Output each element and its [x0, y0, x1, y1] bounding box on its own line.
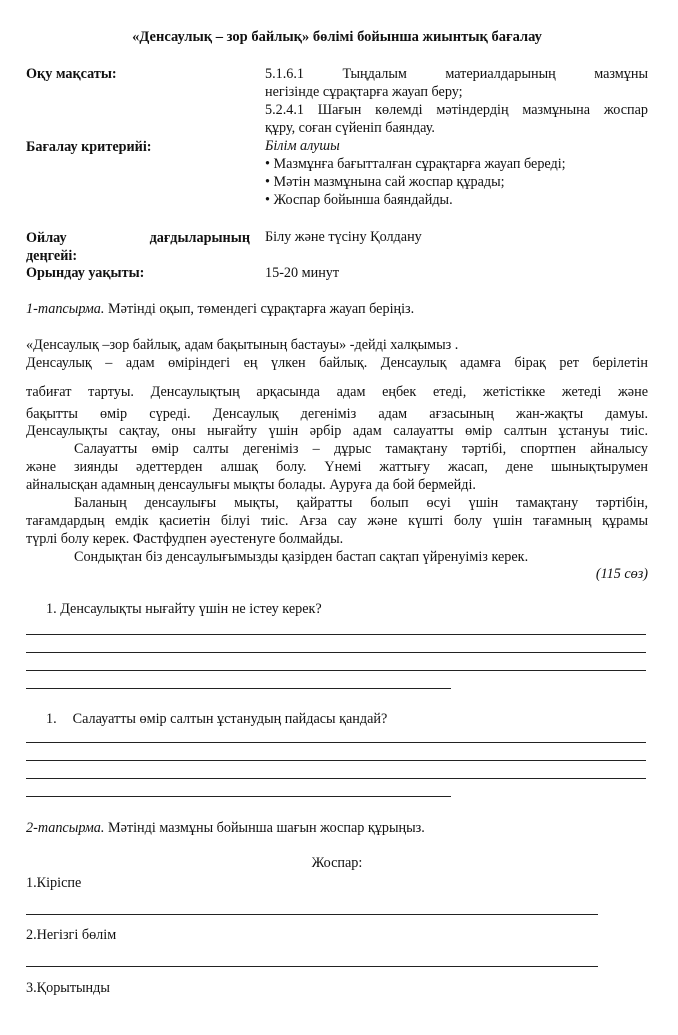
answer-line[interactable]	[26, 688, 451, 689]
text-line: табиғат тартуы. Денсаулықтың арқасында адам еңбек етеді, жетістікке жетеді және	[26, 384, 648, 400]
level-label-line: деңгейі:	[26, 248, 78, 264]
criteria-item: • Мәтін мазмұнына сай жоспар құрады;	[265, 174, 505, 190]
answer-line[interactable]	[26, 670, 646, 671]
level-value: Білу және түсіну Қолдану	[265, 229, 422, 245]
reading-text	[26, 336, 648, 372]
task1-label: 1-тапсырма.	[26, 301, 105, 317]
level-label-line: Ойлау дағдыларының	[26, 230, 250, 246]
text-line: Баланың денсаулығы мықты, қайратты болып өсуі үшін тамақтану тәртібін,	[74, 495, 648, 511]
task2-heading	[26, 820, 648, 837]
question-1: 1. Денсаулықты нығайту үшін не істеу керек?	[46, 601, 322, 617]
answer-line[interactable]	[26, 742, 646, 743]
question-2-number: 1.	[46, 711, 57, 727]
text-line: және зиянды әдеттерден алшақ болу. Үнемі жаттығу жасап, дене шынықтырумен	[26, 459, 648, 475]
goal-line: 5.1.6.1 Тыңдалым материалдарының мазмұны	[265, 66, 648, 82]
task1-instruction: Мәтінді оқып, төмендегі сұрақтарға жауап беріңіз.	[104, 301, 415, 317]
answer-line[interactable]	[26, 634, 646, 635]
goal-line: құру, соған сүйеніп баяндау.	[265, 120, 435, 136]
plan-item-conclusion: 3.Қорытынды	[26, 980, 110, 996]
text-line: айналысқан адамның денсаулығы мықты болады. Ауруға да бой бермейді.	[26, 477, 476, 493]
criteria-value	[265, 137, 648, 209]
answer-line[interactable]	[26, 796, 451, 797]
plan-title: Жоспар:	[311, 855, 363, 871]
criteria-item: • Жоспар бойынша баяндайды.	[265, 192, 453, 208]
plan-item-intro: 1.Кіріспе	[26, 875, 82, 891]
text-line: тағамдардың емдік қасиетін білуі тиіс. Ағза сау және күшті болу үшін тағамның құрамы	[26, 513, 648, 529]
answer-line[interactable]	[26, 652, 646, 653]
time-value: 15-20 минут	[265, 265, 340, 281]
criteria-item: • Мазмұнға бағытталған сұрақтарға жауап береді;	[265, 156, 566, 172]
text-line: Салауатты өмір салты дегеніміз – дұрыс тамақтану тәртібі, спортпен айналысу	[74, 441, 648, 457]
goal-line: 5.2.4.1 Шағын көлемді мәтіндердің мазмұнына жоспар	[265, 102, 648, 118]
level-label	[26, 229, 250, 265]
plan-answer-line[interactable]	[26, 914, 598, 915]
goal-label: Оқу мақсаты:	[26, 66, 117, 82]
plan-item-main: 2.Негізгі бөлім	[26, 927, 117, 943]
text-line: Денсаулықты сақтау, оны нығайту үшін әрбір адам салауатты өмір салтын ұстануы тиіс.	[26, 423, 648, 439]
answer-line[interactable]	[26, 778, 646, 779]
plan-answer-line[interactable]	[26, 966, 598, 967]
text-line: бақытты өмір сүреді. Денсаулық дегеніміз адам ағзасының жан-жақты дамуы.	[26, 406, 648, 422]
question-2	[46, 711, 387, 728]
text-line: Сондықтан біз денсаулығымызды қазірден бастап сақтап үйренуіміз керек.	[74, 549, 529, 565]
answer-line[interactable]	[26, 760, 646, 761]
task1-heading	[26, 301, 648, 318]
criteria-label: Бағалау критерийі:	[26, 139, 152, 155]
time-label: Орындау уақыты:	[26, 265, 145, 281]
task2-label: 2-тапсырма.	[26, 820, 105, 836]
reading-text-cont	[26, 381, 648, 425]
question-2-text: Салауатты өмір салтын ұстанудың пайдасы қандай?	[72, 711, 388, 727]
word-count: (115 сөз)	[595, 566, 648, 582]
reading-text-cont2	[26, 422, 648, 566]
goal-line: негізінде сұрақтарға жауап беру;	[265, 84, 463, 100]
criteria-intro: Білім алушы	[265, 138, 340, 154]
task2-instruction: Мәтінді мазмұны бойынша шағын жоспар құрыңыз.	[104, 820, 425, 836]
goal-value	[265, 65, 648, 137]
text-line: түрлі болу керек. Фастфудпен әуестенуге болмайды.	[26, 531, 344, 547]
text-line: Денсаулық – адам өміріндегі ең үлкен байлық. Денсаулық адамға бірақ рет берілетін	[26, 355, 648, 371]
text-line: «Денсаулық –зор байлық, адам бақытының бастауы» -дейді халқымыз .	[26, 337, 459, 353]
page-title: «Денсаулық – зор байлық» бөлімі бойынша жиынтық бағалау	[132, 29, 542, 45]
